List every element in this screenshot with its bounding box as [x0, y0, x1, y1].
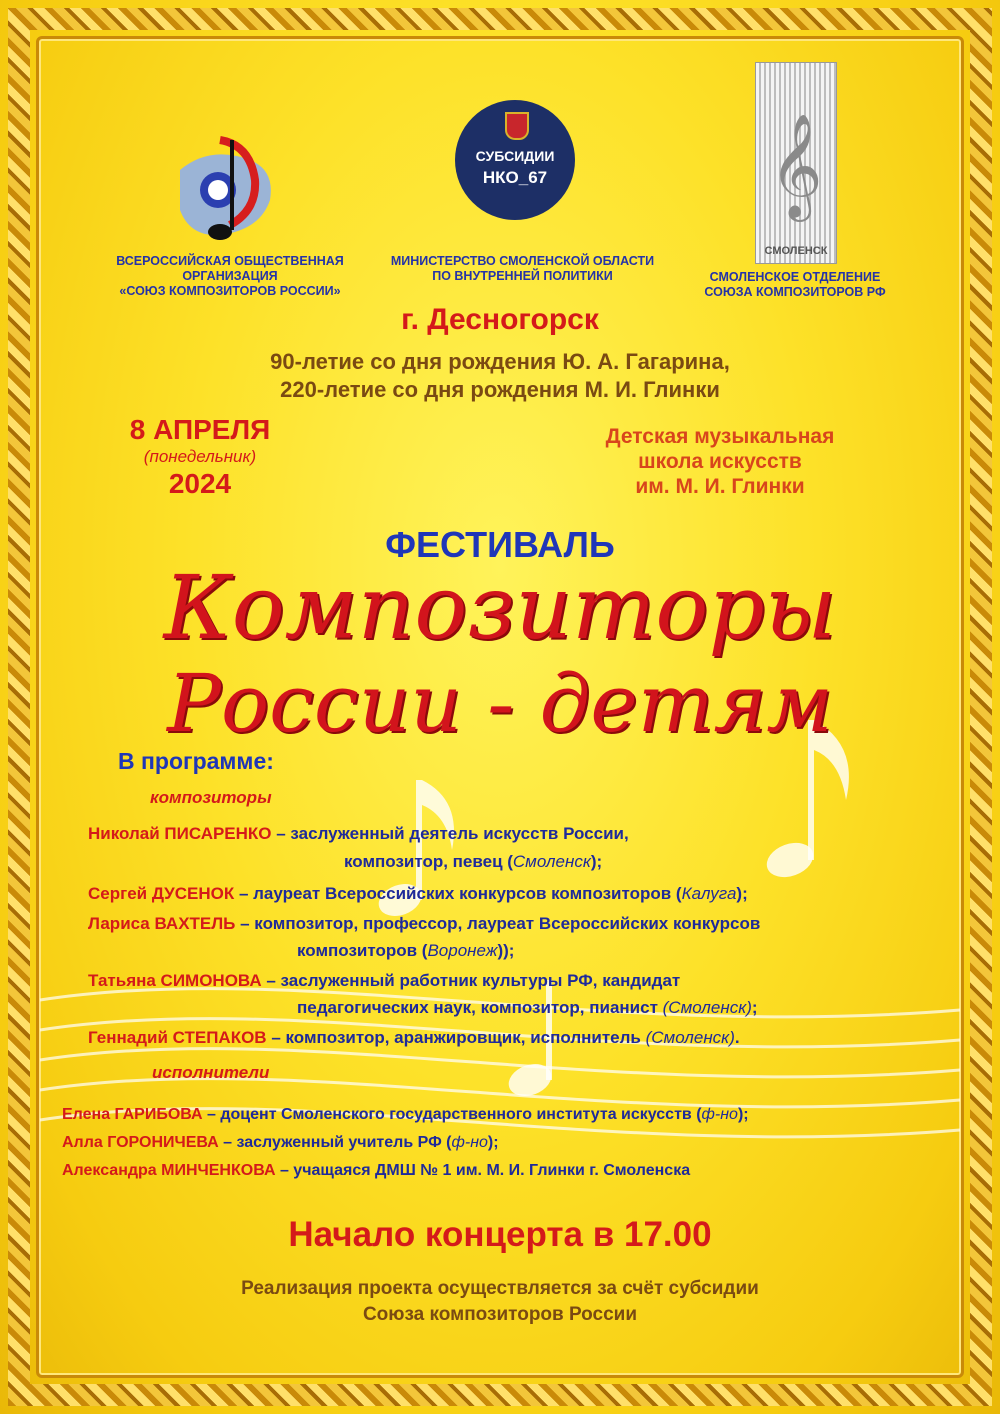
- funding-note: Реализация проекта осуществляется за счёт субсидии Союза композиторов России: [241, 1278, 759, 1325]
- performer-row: Александра МИНЧЕНКОВА – учащаяся ДМШ № 1 им. М. И. Глинки г. Смоленска: [62, 1162, 691, 1179]
- program-heading: В программе:: [118, 748, 274, 774]
- date-weekday: (понедельник): [143, 447, 257, 466]
- city-title: г. Десногорск: [401, 303, 599, 336]
- org-caption-center: МИНИСТЕРСТВО СМОЛЕНСКОЙ ОБЛАСТИ ПО ВНУТРЕННЕЙ ПОЛИТИКИ: [390, 254, 655, 283]
- smolensk-branch-logo: [755, 62, 837, 264]
- nko-line2: НКО_67: [482, 168, 548, 187]
- composer-row: Лариса ВАХТЕЛЬ – композитор, профессор, лауреат Всероссийских конкурсов: [88, 914, 761, 933]
- composer-row: Татьяна СИМОНОВА – заслуженный работник культуры РФ, кандидат: [88, 971, 681, 990]
- composer-row-cont: композитор, певец (Смоленск);: [344, 852, 603, 871]
- festival-title: Композиторы России - детям: [163, 556, 837, 750]
- composer-row: Сергей ДУСЕНОК – лауреат Всероссийских конкурсов композиторов (Калуга);: [88, 884, 748, 903]
- festival-label: ФЕСТИВАЛЬ: [385, 524, 615, 565]
- venue: Детская музыкальная школа искусств им. М. И. Глинки: [605, 425, 835, 498]
- treble-clef-icon: 𝄞: [769, 113, 823, 218]
- org-caption-left: ВСЕРОССИЙСКАЯ ОБЩЕСТВЕННАЯ ОРГАНИЗАЦИЯ «СОЮЗ КОМПОЗИТОРОВ РОССИИ»: [116, 254, 344, 298]
- coat-of-arms-icon: [505, 112, 529, 140]
- anniversaries: 90-летие со дня рождения Ю. А. Гагарина, 220-летие со дня рождения М. И. Глинки: [270, 349, 730, 402]
- date-block: [100, 413, 300, 501]
- nko-subsidies-logo: [455, 100, 575, 220]
- concert-start-time: Начало концерта в 17.00: [288, 1215, 712, 1254]
- performer-row: Алла ГОРОНИЧЕВА – заслуженный учитель РФ (ф-но);: [62, 1134, 499, 1151]
- composer-row-cont: композиторов (Воронеж));: [297, 941, 515, 960]
- performer-row: Елена ГАРИБОВА – доцент Смоленского государственного института искусств (ф-но);: [62, 1106, 749, 1123]
- date-year: 2024: [168, 468, 232, 499]
- composers-label: композиторы: [150, 788, 272, 807]
- performers-label: исполнители: [152, 1063, 270, 1082]
- date-day: 8 АПРЕЛЯ: [129, 414, 271, 445]
- composer-row-cont: педагогических наук, композитор, пианист (Смоленск);: [297, 998, 758, 1017]
- composer-row: Геннадий СТЕПАКОВ – композитор, аранжировщик, исполнитель (Смоленск).: [88, 1028, 740, 1047]
- org-caption-right: СМОЛЕНСКОЕ ОТДЕЛЕНИЕ СОЮЗА КОМПОЗИТОРОВ РФ: [704, 270, 886, 299]
- composer-row: Николай ПИСАРЕНКО – заслуженный деятель искусств России,: [88, 824, 629, 843]
- nko-line1: СУБСИДИИ: [475, 148, 555, 164]
- smolensk-stamp: СМОЛЕНСК: [764, 245, 828, 257]
- composers-union-logo: [170, 120, 280, 250]
